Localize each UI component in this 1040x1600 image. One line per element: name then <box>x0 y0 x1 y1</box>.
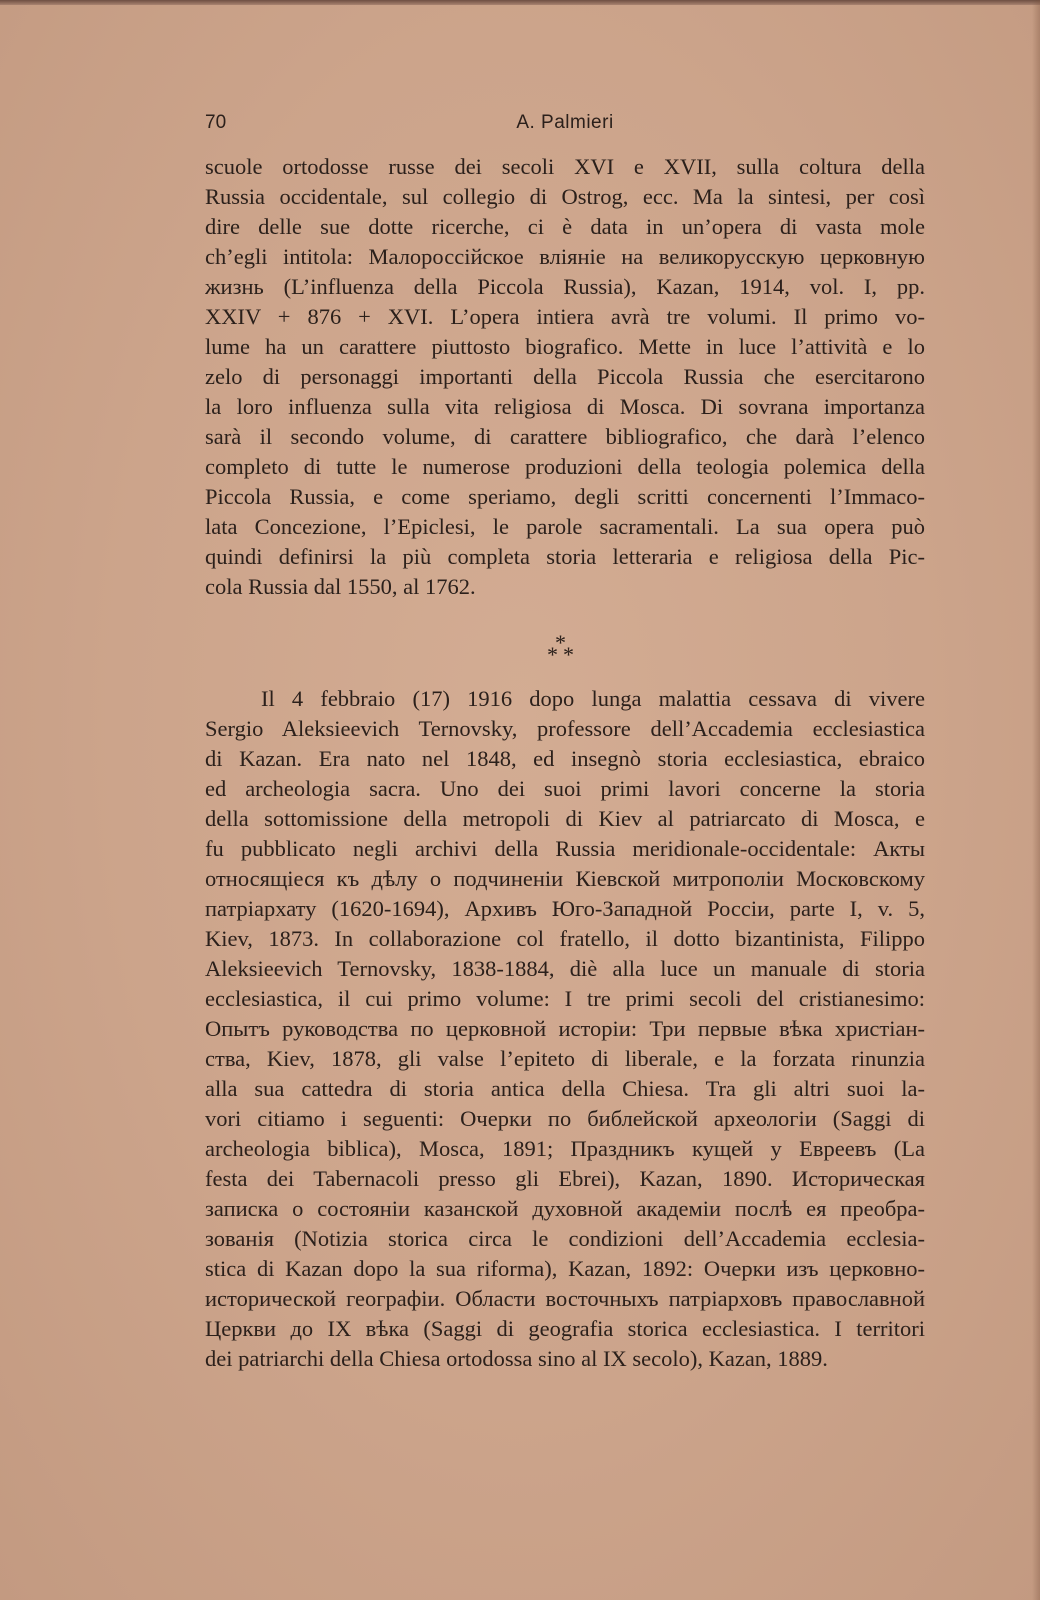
page-number: 70 <box>205 112 227 133</box>
text-line: festa dei Tabernacoli presso gli Ebrei), Kazan, 1890. Историческая <box>205 1166 925 1191</box>
text-line: Il 4 febbraio (17) 1916 dopo lunga malattia cessava di vivere <box>261 686 925 711</box>
text-line: dire delle sue dotte ricerche, ci è data in un’opera di vasta mole <box>205 214 925 239</box>
text-line: fu pubblicato negli archivi della Russia meridionale-occidentale: Акты <box>205 836 925 861</box>
asterisk: * <box>563 642 574 667</box>
text-line: Russia occidentale, sul collegio di Ostrog, ecc. Ma la sintesi, per così <box>205 184 925 209</box>
text-line: della sottomissione della metropoli di Kiev al patriarcato di Mosca, e <box>205 806 925 831</box>
text-line: Церкви до IX вѣка (Saggi di geografia storica ecclesiastica. I territori <box>205 1316 925 1341</box>
obituary-paragraph <box>205 684 925 1374</box>
text-line: Piccola Russia, e come speriamo, degli scritti concernenti l’Immaco- <box>205 484 925 509</box>
text-line: zelo di personaggi importanti della Piccola Russia che esercitarono <box>205 364 925 389</box>
text-line: исторической географіи. Области восточныхъ патріарховъ православной <box>205 1286 925 1311</box>
text-line: alla sua cattedra di storia antica della Chiesa. Tra gli altri suoi la- <box>205 1076 925 1101</box>
text-line: di Kazan. Era nato nel 1848, ed insegnò storia ecclesiastica, ebraico <box>205 746 925 771</box>
text-line: sarà il secondo volume, di carattere bibliografico, che darà l’elenco <box>205 424 925 449</box>
text-line: ecclesiastica, il cui primo volume: I tre primi secoli del cristianesimo: <box>205 986 925 1011</box>
text-line: scuole ortodosse russe dei secoli XVI e XVII, sulla coltura della <box>205 154 925 179</box>
page-top-edge <box>0 0 1040 5</box>
text-line: ed archeologia sacra. Uno dei suoi primi lavori concerne la storia <box>205 776 925 801</box>
text-line: archeologia biblica), Mosca, 1891; Праздникъ кущей у Евреевъ (La <box>205 1136 925 1161</box>
text-line: lata Concezione, l’Epiclesi, le parole sacramentali. La sua opera può <box>205 514 925 539</box>
text-line: lume ha un carattere piuttosto biografico. Mette in luce l’attività e lo <box>205 334 925 359</box>
text-line: completo di tutte le numerose produzioni della teologia polemica della <box>205 454 925 479</box>
text-line: Sergio Aleksieevich Ternovsky, professore dell’Accademia ecclesiastica <box>205 716 925 741</box>
text-line: vori citiamo i seguenti: Очерки по библейской археологіи (Saggi di <box>205 1106 925 1131</box>
text-line: XXIV + 876 + XVI. L’opera intiera avrà tre volumi. Il primo vo- <box>205 304 925 329</box>
running-head: A. Palmieri <box>516 112 614 133</box>
text-line: cola Russia dal 1550, al 1762. <box>205 574 476 599</box>
section-separator <box>535 630 595 670</box>
text-line: Опытъ руководства по церковной исторіи: Три первые вѣка христіан- <box>205 1016 925 1041</box>
paragraph-continuation <box>205 152 925 602</box>
text-line: зованія (Notizia storica circa le condizioni dell’Accademia ecclesia- <box>205 1226 925 1251</box>
text-line: quindi definirsi la più completa storia letteraria e religiosa della Pic- <box>205 544 925 569</box>
page-right-edge <box>1032 0 1040 1600</box>
text-line: dei patriarchi della Chiesa ortodossa sino al IX secolo), Kazan, 1889. <box>205 1346 828 1371</box>
asterisk: * <box>547 642 558 667</box>
asterisk: * <box>555 630 566 655</box>
text-line: записка о состояніи казанской духовной академіи послѣ ея преобра- <box>205 1196 925 1221</box>
text-line: ch’egli intitola: Малороссійское вліяніе на великорусскую церковную <box>205 244 925 269</box>
text-line: относящіеся къ дѣлу о подчиненіи Кіевской митрополіи Московскому <box>205 866 925 891</box>
text-line: Kiev, 1873. In collaborazione col fratello, il dotto bizantinista, Filippo <box>205 926 925 951</box>
text-line: Aleksieevich Ternovsky, 1838-1884, diè alla luce un manuale di storia <box>205 956 925 981</box>
text-line: stica di Kazan dopo la sua riforma), Kazan, 1892: Очерки изъ церковно- <box>205 1256 925 1281</box>
text-line: жизнь (L’influenza della Piccola Russia), Kazan, 1914, vol. I, pp. <box>205 274 925 299</box>
text-line: патріархату (1620-1694), Архивъ Юго-Западной Россіи, parte I, v. 5, <box>205 896 925 921</box>
text-line: ства, Kiev, 1878, gli valse l’epiteto di liberale, e la forzata rinunzia <box>205 1046 925 1071</box>
text-line: la loro influenza sulla vita religiosa di Mosca. Di sovrana importanza <box>205 394 925 419</box>
page-header <box>205 112 925 140</box>
